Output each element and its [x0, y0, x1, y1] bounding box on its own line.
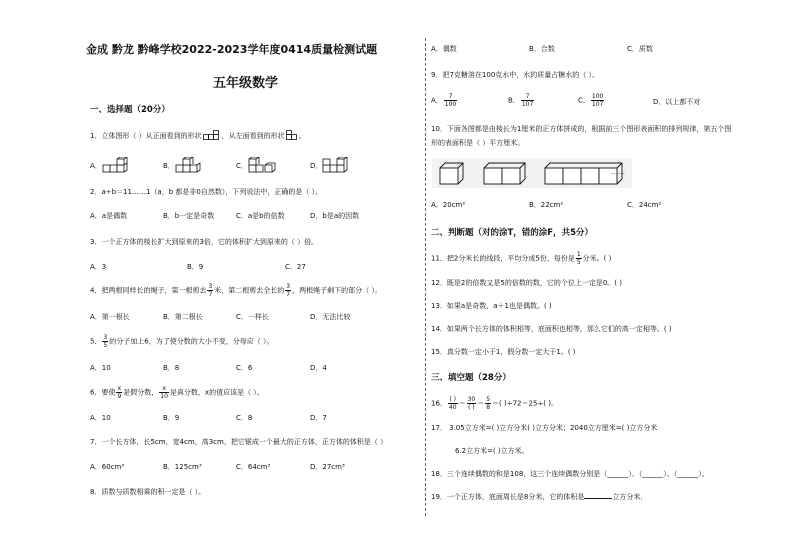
option-label: C．	[578, 96, 590, 105]
q8-option-b[interactable]: B．合数	[529, 45, 555, 53]
numerator: ( )	[449, 396, 457, 403]
question-13[interactable]: 13．如果a是奇数，a＋1也是偶数。( )	[431, 302, 552, 310]
denominator: 10	[160, 393, 168, 400]
numerator: x	[159, 385, 169, 393]
option-label: B．	[163, 162, 175, 170]
q7-option-a[interactable]: A．60cm³	[90, 463, 125, 471]
q8-option-a[interactable]: A．偶数	[431, 45, 457, 53]
question-1-text: 1．立体图形（ ）从正面看到的形状	[90, 132, 202, 140]
q10-option-c[interactable]: C．24cm²	[627, 201, 662, 209]
denominator: 107	[521, 101, 534, 108]
q10-ellipsis: ……	[611, 168, 625, 176]
question-17-line-1[interactable]: 17． 3.05立方米=( )立方分米( )立方分米；2040立方厘米=( )立方分米	[431, 424, 658, 432]
q3-option-a[interactable]: A．3	[90, 263, 107, 271]
q5-number: 5．	[90, 337, 102, 346]
question-12[interactable]: 12．既是2的倍数又是5的倍数的数，它的个位上一定是0。( )	[431, 279, 622, 287]
numerator: 5	[486, 396, 491, 403]
q6-option-c[interactable]: C．8	[236, 414, 253, 422]
q4-option-b[interactable]: B．第二根长	[163, 313, 203, 321]
q6-option-a[interactable]: A．10	[90, 414, 111, 422]
question-9: 9．把7克糖溶在100克水中，水的质量占糖水的（ ）。	[431, 71, 599, 79]
numerator: 100	[591, 93, 604, 100]
q11-text-b[interactable]: 分米。( )	[582, 254, 612, 263]
denominator: 7	[286, 291, 291, 298]
denominator: 5	[576, 259, 581, 266]
numerator: 1	[576, 251, 581, 258]
exam-title: 金成 黔龙 黔峰学校2022-2023学年度0414质量检测试题	[86, 43, 378, 56]
q5-text: 的分子加上6，为了使分数的大小不变，分母应（ ）。	[109, 337, 274, 346]
cube-figure-b	[175, 157, 209, 175]
numerator: 3	[103, 334, 108, 341]
q4-text-b: 米，第二根剪去全长的	[214, 286, 285, 295]
question-16[interactable]	[431, 396, 558, 411]
question-8: 8．质数与质数相乘的积一定是（ ）。	[90, 488, 206, 496]
q6-option-d[interactable]: D．7	[310, 414, 327, 422]
q5-option-a[interactable]: A．10	[90, 364, 111, 372]
cube-row-figures	[432, 158, 632, 188]
question-4	[90, 283, 382, 298]
question-18[interactable]: 18．三个连续偶数的和是108，这三个连续偶数分别是（______）、（______）、（______）。	[431, 470, 709, 478]
numerator: 3	[286, 283, 291, 290]
q6-text-b: 是假分数，	[123, 388, 159, 397]
q4-option-a[interactable]: A．第一根长	[90, 313, 130, 321]
question-7: 7．一个长方体，长5cm，宽4cm，高3cm，把它锯成一个最大的正方体，正方体的体积是（ ）	[90, 438, 388, 446]
q9-option-d[interactable]: D．以上都不对	[653, 98, 701, 106]
q19-text-a: 19．一个正方体，底面周长是8分米，它的体积是	[431, 493, 585, 501]
question-1-text-b: ，从左面看到的形状	[221, 132, 285, 140]
equals-sign: ＝	[477, 399, 485, 408]
q10-figures	[432, 158, 632, 188]
side-view-figure	[286, 130, 298, 142]
option-label: A．	[431, 96, 443, 105]
q1-option-d[interactable]	[310, 157, 356, 175]
q5-option-c[interactable]: C．6	[236, 364, 253, 372]
question-19[interactable]	[431, 492, 647, 502]
q2-option-c[interactable]: C．a是b的倍数	[236, 212, 285, 220]
numerator: 7	[521, 93, 534, 101]
q2-option-d[interactable]: D．b是a的因数	[310, 212, 360, 220]
denominator: 107	[591, 101, 604, 108]
q1-option-b[interactable]	[163, 157, 209, 175]
question-1-text-c: 。	[298, 132, 306, 140]
q4-text-c: ，两根绳子剩下的部分（ ）。	[292, 286, 382, 295]
section-heading-judge: 二、判断题（对的涂T，错的涂F，共5分）	[431, 228, 594, 238]
fraction	[591, 93, 604, 108]
q9-option-b[interactable]	[508, 93, 535, 108]
numerator: 7	[444, 93, 457, 101]
q9-option-c[interactable]	[578, 93, 605, 108]
cube-figure-c	[248, 157, 280, 175]
denominator: 8	[486, 404, 491, 411]
fraction	[116, 385, 122, 400]
q5-option-b[interactable]: B．8	[163, 364, 180, 372]
q3-option-c[interactable]: C．27	[285, 263, 306, 271]
q10-option-a[interactable]: A．20cm²	[431, 201, 466, 209]
q6-text-c: 是真分数，x的值应该是（ ）。	[169, 388, 264, 397]
q6-text-a: 6．要使	[90, 388, 116, 397]
q16-prefix: 16．	[431, 399, 447, 408]
q11-text-a: 11．把2分米长的线段，平均分成5份，每份是	[431, 254, 575, 263]
question-11	[431, 251, 611, 266]
fraction	[159, 385, 169, 400]
fraction	[576, 251, 582, 266]
option-label: D．	[310, 162, 323, 170]
denominator: 5	[103, 342, 108, 349]
numerator: 3	[208, 283, 213, 290]
q4-option-d[interactable]: D．无法比较	[310, 313, 351, 321]
q2-option-b[interactable]: B．b一定是奇数	[163, 212, 215, 220]
numerator: 30	[467, 396, 476, 403]
question-10-line-1: 10．下面各图都是由棱长为1厘米的正方体拼成的，根据前三个图形表面积的排列规律，第五个图	[431, 125, 732, 133]
fraction	[102, 334, 108, 349]
denominator: 7	[208, 291, 213, 298]
fraction	[521, 93, 534, 108]
numerator: x	[117, 385, 122, 392]
question-6	[90, 385, 264, 400]
section-heading-fill: 三、填空题（28分）	[431, 373, 511, 383]
question-1	[90, 130, 306, 142]
q4-text-a: 4．把两根同样长的绳子，第一根剪去	[90, 286, 207, 295]
fraction	[444, 93, 457, 108]
q19-text-b: 立方分米．	[612, 493, 648, 501]
q8-option-c[interactable]: C．质数	[627, 45, 653, 53]
q5-option-d[interactable]: D．4	[310, 364, 327, 372]
q7-option-d[interactable]: D．27cm³	[310, 463, 345, 471]
question-14[interactable]: 14．如果两个长方体的体积相等，底面积也相等，那么它们的高一定相等。( )	[431, 325, 672, 333]
q3-option-b[interactable]: B．9	[187, 263, 204, 271]
question-17-line-2[interactable]: 6.2立方米=( )立方米。	[455, 447, 529, 455]
q2-option-a[interactable]: A．a是偶数	[90, 212, 128, 220]
fraction	[448, 396, 458, 411]
question-5	[90, 334, 273, 349]
cube-figure-d	[322, 157, 356, 175]
column-divider	[425, 38, 426, 516]
question-3: 3．一个正方体的棱长扩大到原来的3倍，它的体积扩大到原来的（ ）倍。	[90, 238, 319, 246]
section-heading-choice: 一、选择题（20分）	[90, 105, 170, 115]
denominator: 9	[117, 393, 122, 400]
cube-figure-a	[102, 157, 134, 175]
denominator: 40	[448, 404, 457, 411]
answer-blank[interactable]	[584, 492, 612, 499]
q1-option-c[interactable]	[236, 157, 280, 175]
q7-option-b[interactable]: B．125cm³	[163, 463, 202, 471]
q4-option-c[interactable]: C．一样长	[236, 313, 269, 321]
question-15[interactable]: 15．真分数一定小于1，假分数一定大于1。( )	[431, 348, 576, 356]
q9-option-a[interactable]	[431, 93, 458, 108]
question-10-line-2: 形的表面积是（ ）平方厘米。	[431, 139, 525, 147]
fraction	[467, 396, 477, 411]
option-label: B．	[508, 96, 520, 105]
q10-option-b[interactable]: B．22cm²	[529, 201, 564, 209]
q7-option-c[interactable]: C．64cm³	[236, 463, 271, 471]
q1-option-a[interactable]	[90, 157, 134, 175]
fraction	[485, 396, 491, 411]
question-2: 2．a÷b＝11……1（a，b 都是非0自然数），下列说法中，正确的是（ ）。	[90, 188, 323, 196]
front-view-figure	[203, 130, 221, 142]
q6-option-b[interactable]: B．9	[163, 414, 180, 422]
equals-sign: ＝	[458, 399, 466, 408]
fraction	[285, 283, 291, 298]
denominator: 100	[444, 101, 457, 108]
exam-subtitle: 五年级数学	[213, 76, 279, 91]
denominator: ( )	[468, 404, 475, 411]
q16-rest: ＝( )÷72＝25÷( )。	[492, 399, 558, 408]
fraction	[207, 283, 213, 298]
option-label: C．	[236, 162, 248, 170]
option-label: A．	[90, 162, 102, 170]
